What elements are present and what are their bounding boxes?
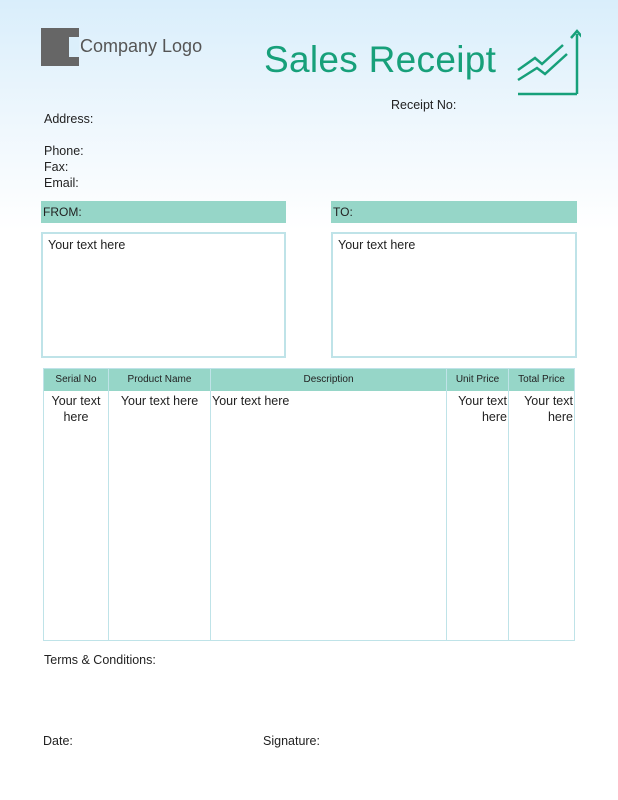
product-name-cell[interactable]: Your text here [120, 394, 199, 408]
fax-label: Fax: [44, 160, 69, 174]
terms-label: Terms & Conditions: [44, 653, 156, 667]
trend-chart-icon [515, 28, 581, 101]
receipt-number-label: Receipt No: [391, 98, 457, 112]
company-logo-text: Company Logo [80, 36, 203, 56]
column-divider [108, 369, 109, 640]
table-header-total-price: Total Price [509, 369, 574, 391]
table-header-description: Description [211, 369, 446, 391]
phone-label: Phone: [44, 144, 84, 158]
table-header-product-name: Product Name [109, 369, 210, 391]
signature-label: Signature: [263, 734, 320, 748]
description-cell[interactable]: Your text here [212, 394, 290, 408]
column-divider [210, 369, 211, 640]
serial-no-cell[interactable]: Your text here [51, 394, 101, 424]
address-label: Address: [44, 112, 94, 126]
logo-mark-notch [69, 37, 79, 57]
table-header-serial-no: Serial No [44, 369, 108, 391]
table-header-unit-price: Unit Price [447, 369, 508, 391]
unit-price-cell[interactable]: Your text here [458, 394, 507, 424]
from-header: FROM: [41, 201, 286, 223]
date-label: Date: [43, 734, 73, 748]
items-table [43, 368, 575, 641]
from-text-field[interactable]: Your text here [41, 232, 286, 358]
to-text-field[interactable]: Your text here [331, 232, 577, 358]
email-label: Email: [44, 176, 79, 190]
page-title: Sales Receipt [264, 39, 497, 80]
to-header: TO: [331, 201, 577, 223]
total-price-cell[interactable]: Your text here [524, 394, 573, 424]
